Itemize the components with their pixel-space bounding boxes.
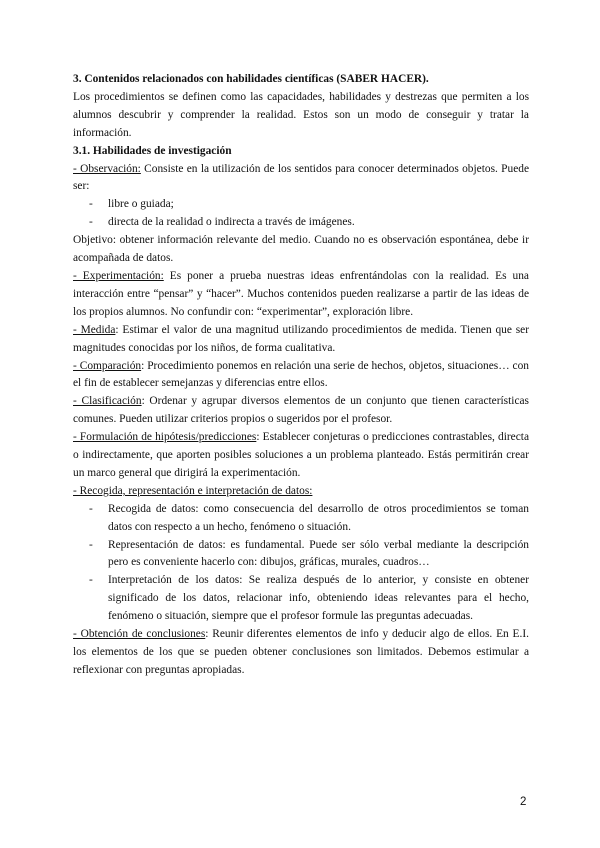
formulacion-paragraph: - Formulación de hipótesis/predicciones: Establecer conjeturas o predicciones contrastables, directa o indirectamente, que aporten posibles soluciones a un problema planteado. Estás permitirán crear un marco general que dirigirá la experimentación. (73, 431, 529, 479)
formulacion-term: - Formulación de hipótesis/predicciones (73, 431, 257, 444)
observacion-paragraph (73, 161, 529, 197)
observacion-list (73, 196, 529, 232)
list-item: - Representación de datos: es fundamental. Puede ser sólo verbal mediante la descripción pero es conveniente hacerlo con: dibujos, gráficas, murales, cuadros… (89, 538, 529, 569)
experimentacion-paragraph: - Experimentación: Es poner a prueba nuestras ideas enfrentándolas con la realidad. Es una interacción entre “pensar” y “hacer”. Muchos contenidos pueden realizarse a partir de las ideas de los propios alumnos. No confundir con: “experimentar”, exploración libre. (73, 269, 529, 318)
conclusiones-term: - Obtención de conclusiones (73, 628, 206, 641)
observacion-term: - Observación: (73, 162, 141, 175)
intro-paragraph: Los procedimientos se definen como las capacidades, habilidades y destrezas que permiten a los alumnos descubrir y comprender la realidad. Estos son un modo de conseguir y tratar la información. (73, 90, 529, 139)
list-item: - directa de la realidad o indirecta a través de imágenes. (89, 216, 355, 229)
comparacion-paragraph: - Comparación: Procedimiento ponemos en relación una serie de hechos, objetos, situaciones… con el fin de establecer semejanzas y diferencias entre ellos. (73, 359, 529, 390)
recogida-list (73, 501, 529, 626)
list-item: - Recogida de datos: como consecuencia del desarrollo de otros procedimientos se toman datos con respecto a un hecho, fenómeno o situación. (89, 502, 529, 533)
comparacion-term: - Comparación (73, 359, 142, 372)
document-body (73, 71, 529, 680)
list-item: - Interpretación de los datos: Se realiza después de lo anterior, y consiste en obtener significado de los datos, relacionar info, obteniendo ideas relevantes para el hecho, fenómeno o situación, siempre que el profesor formule las preguntas adecuadas. (89, 574, 529, 623)
list-item: - libre o guiada; (89, 198, 174, 211)
recogida-heading: - Recogida, representación e interpretación de datos: (73, 484, 313, 497)
clasificacion-term: - Clasificación (73, 395, 142, 408)
clasificacion-paragraph: - Clasificación: Ordenar y agrupar diversos elementos de un conjunto que tienen características comunes. Pueden utilizar criterios propios o sugeridos por el profesor. (73, 395, 529, 426)
section-heading-3: 3. Contenidos relacionados con habilidades científicas (SABER HACER). (73, 73, 429, 85)
conclusiones-paragraph: - Obtención de conclusiones: Reunir diferentes elementos de info y deducir algo de ellos. En E.I. los elementos de los que se pueden obtener conclusiones son limitados. Debemos estimular a reflexionar con preguntas apropiadas. (73, 628, 529, 676)
medida-term: - Medida (73, 323, 116, 336)
medida-paragraph: - Medida: Estimar el valor de una magnitud utilizando procedimientos de medida. Tienen que ser magnitudes conocidas por los niños, de forma cualitativa. (73, 323, 530, 354)
section-heading-3-1: 3.1. Habilidades de investigación (73, 144, 232, 157)
page-number: 2 (520, 796, 527, 808)
experimentacion-term: - Experimentación: (73, 269, 164, 282)
objetivo-paragraph: Objetivo: obtener información relevante del medio. Cuando no es observación espontánea, debe ir acompañada de datos. (73, 234, 529, 265)
observacion-text: Consiste en la utilización de los sentidos para conocer determinados objetos. Puede ser: (73, 162, 530, 193)
